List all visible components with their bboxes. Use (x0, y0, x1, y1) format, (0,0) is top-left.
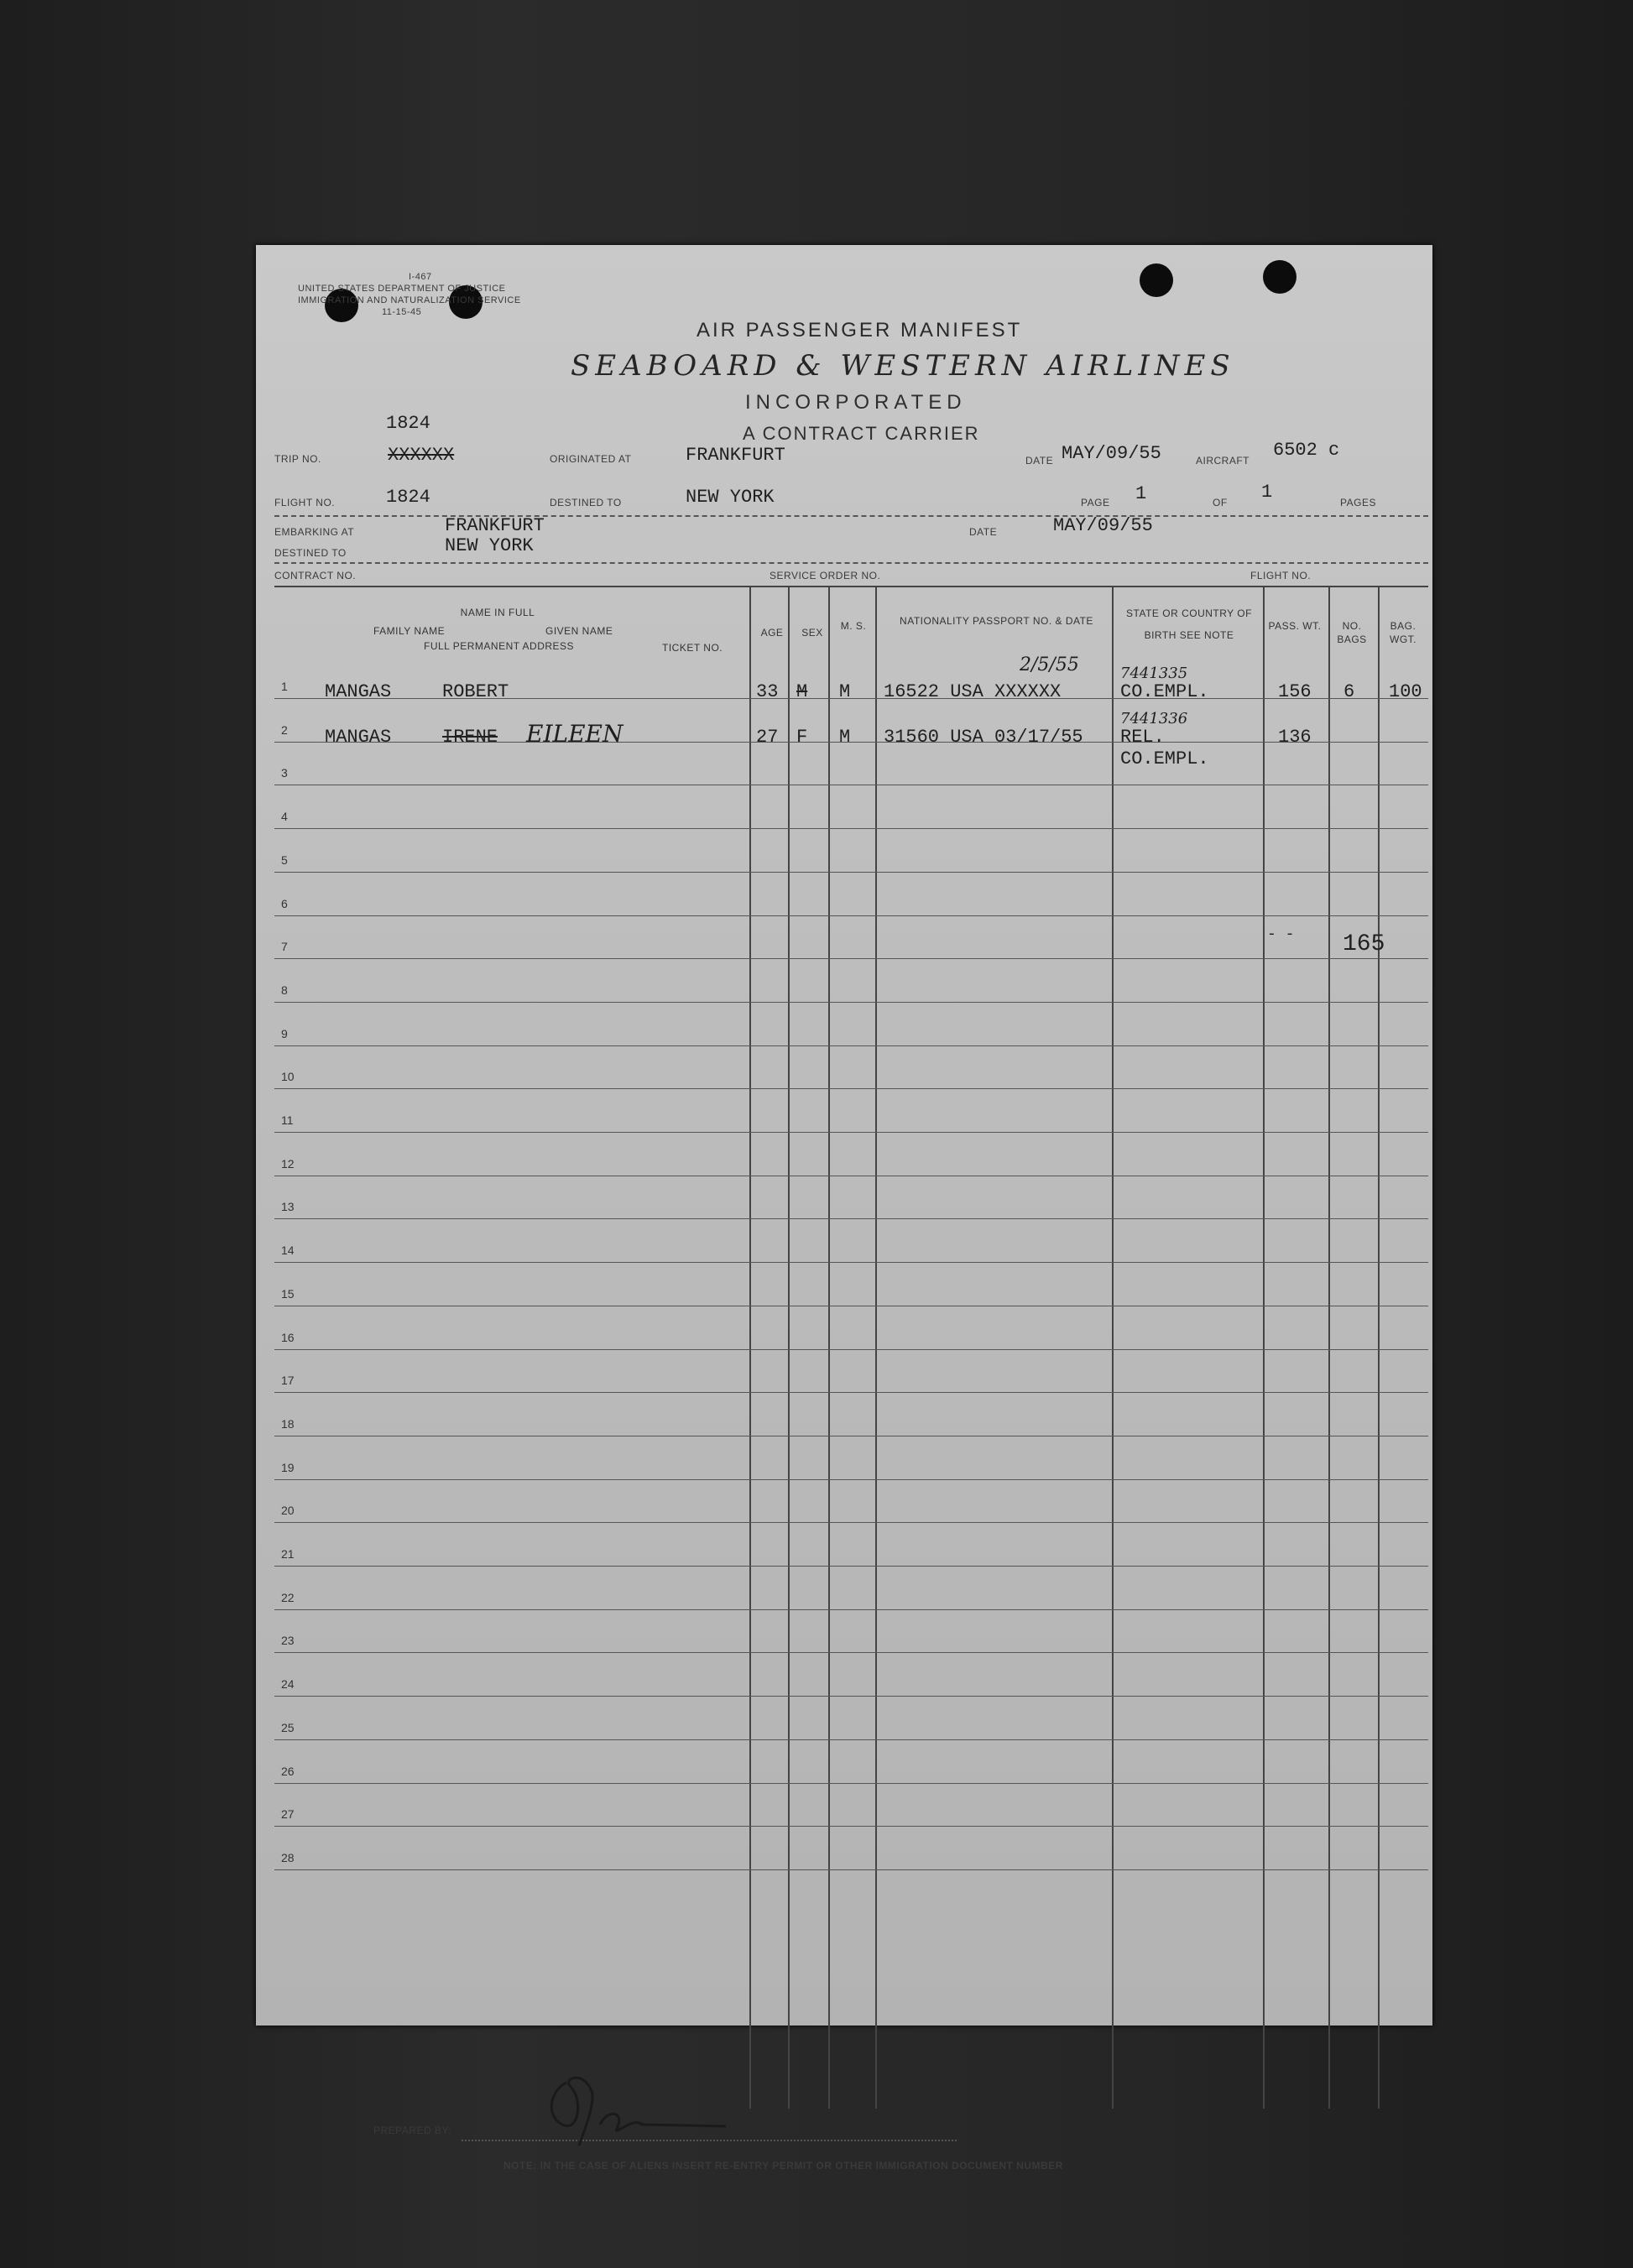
page-value: 1 (1135, 483, 1147, 504)
signature-icon (533, 2066, 734, 2150)
passenger-1-given: ROBERT (442, 681, 509, 702)
col-ticket-no: TICKET NO. (662, 642, 723, 654)
col-birth: STATE OR COUNTRY OF BIRTH SEE NOTE (1126, 607, 1252, 641)
col-address: FULL PERMANENT ADDRESS (424, 640, 575, 652)
page-label: PAGE (1081, 497, 1110, 508)
passenger-2-family: MANGAS (325, 727, 392, 748)
agency-line-2: IMMIGRATION AND NATURALIZATION SERVICE (298, 295, 521, 305)
prepared-by-label: PREPARED BY: (373, 2125, 452, 2136)
footer-note: NOTE: IN THE CASE OF ALIENS INSERT RE-ENTRY PERMIT OR OTHER IMMIGRATION DOCUMENT NUMBER (503, 2160, 1063, 2172)
pages-label: PAGES (1340, 497, 1376, 508)
passenger-2-given-hand: EILEEN (526, 720, 623, 748)
row-number: 7 (281, 940, 288, 953)
manifest-title: AIR PASSENGER MANIFEST (697, 319, 1023, 342)
date-label-2: DATE (969, 526, 998, 538)
row-rule (274, 1218, 1428, 1219)
passenger-1-birth: CO.EMPL. (1120, 681, 1209, 702)
row-number: 11 (281, 1113, 294, 1127)
row-rule (274, 1652, 1428, 1653)
row-rule (274, 1869, 1428, 1870)
row-rule (274, 1696, 1428, 1697)
manifest-sheet (256, 245, 1432, 2172)
aircraft-label: AIRCRAFT (1196, 455, 1250, 467)
col-marital-status: M. S. (840, 620, 867, 632)
form-date: 11-15-45 (382, 307, 422, 317)
row-number: 19 (281, 1461, 295, 1474)
row-number: 3 (281, 766, 288, 779)
originated-at-value: FRANKFURT (686, 445, 785, 466)
row-rule (274, 1566, 1428, 1567)
passenger-1-passport-date: 2/5/55 (1020, 654, 1079, 675)
row-number: 4 (281, 810, 288, 823)
row-number: 1 (281, 680, 288, 693)
destined-to-value-2: NEW YORK (445, 535, 534, 556)
flight-no-label: FLIGHT NO. (274, 497, 336, 508)
passenger-2-passport: 31560 USA 03/17/55 (884, 727, 1083, 748)
row-rule (274, 1045, 1428, 1046)
passenger-1-bags: 6 (1343, 681, 1355, 702)
row-rule (274, 1088, 1428, 1089)
passenger-2-age: 27 (756, 727, 779, 748)
passenger-2-sex: F (796, 727, 808, 748)
row-number: 28 (281, 1851, 295, 1864)
punch-hole (1263, 260, 1296, 294)
carrier-type: A CONTRACT CARRIER (743, 423, 980, 444)
date-label: DATE (1025, 455, 1054, 467)
row-number: 14 (281, 1243, 295, 1257)
col-no-bags: NO. BAGS (1337, 620, 1367, 645)
of-label: OF (1213, 497, 1228, 508)
row-number: 9 (281, 1027, 288, 1040)
row-number: 27 (281, 1807, 295, 1821)
flight-no-value: 1824 (386, 487, 430, 508)
date-value: MAY/09/55 (1062, 443, 1161, 464)
row-number: 22 (281, 1591, 295, 1604)
row-rule (274, 1522, 1428, 1523)
col-rule (1378, 586, 1380, 2109)
row-rule (274, 828, 1428, 829)
row-number: 5 (281, 853, 288, 867)
punch-hole (325, 289, 358, 322)
passenger-1-passport: 16522 USA XXXXXX (884, 681, 1062, 702)
col-sex: SEX (801, 627, 823, 639)
row-rule (274, 1262, 1428, 1263)
form-id: I-467 (409, 272, 432, 282)
passenger-2-ms: M (839, 727, 851, 748)
row-number: 17 (281, 1374, 295, 1387)
col-age: AGE (760, 627, 784, 639)
row-rule (274, 1349, 1428, 1350)
row-rule (274, 1132, 1428, 1133)
date-value-2: MAY/09/55 (1053, 515, 1153, 536)
passenger-1-birth-hand: 7441335 (1120, 665, 1188, 682)
destined-to-label-2: DESTINED TO (274, 547, 347, 559)
row-number: 2 (281, 723, 288, 737)
row-number: 20 (281, 1504, 295, 1517)
row-number: 25 (281, 1721, 295, 1734)
trip-no-value-above: 1824 (386, 413, 430, 434)
passenger-1-sex: M (796, 681, 808, 702)
punch-hole (1140, 263, 1173, 297)
agency-line-1: UNITED STATES DEPARTMENT OF JUSTICE (298, 284, 506, 294)
airline-name: SEABOARD & WESTERN AIRLINES (571, 349, 1235, 383)
trip-no-struck: XXXXXX (388, 445, 455, 466)
row-rule (274, 1479, 1428, 1480)
row-number: 18 (281, 1417, 295, 1431)
row-rule (274, 958, 1428, 959)
row-number: 6 (281, 897, 288, 910)
passenger-2-given-struck: IRENE (442, 727, 498, 748)
row-number: 21 (281, 1547, 295, 1561)
row-rule (274, 1002, 1428, 1003)
col-rule (875, 586, 877, 2109)
originated-at-label: ORIGINATED AT (550, 453, 632, 465)
passenger-1-ms: M (839, 681, 851, 702)
passenger-1-family: MANGAS (325, 681, 392, 702)
row-number: 26 (281, 1765, 295, 1778)
col-rule (828, 586, 830, 2109)
embarking-at-label: EMBARKING AT (274, 526, 355, 538)
destined-to-label: DESTINED TO (550, 497, 622, 508)
row-number: 8 (281, 983, 288, 997)
col-rule (1263, 586, 1265, 2109)
col-given-name: GIVEN NAME (545, 625, 613, 637)
passenger-2-pass-wt: 136 (1278, 727, 1312, 748)
table-top-rule (274, 586, 1428, 587)
row-7-marks: - - (1267, 926, 1295, 943)
passenger-1-pass-wt: 156 (1278, 681, 1312, 702)
trip-no-label: TRIP NO. (274, 453, 321, 465)
flight-no-label-2: FLIGHT NO. (1250, 570, 1312, 581)
destined-to-value: NEW YORK (686, 487, 775, 508)
col-rule (1112, 586, 1114, 2109)
row-rule (274, 1609, 1428, 1610)
col-rule (1328, 586, 1330, 2109)
contract-no-label: CONTRACT NO. (274, 570, 357, 581)
col-nationality: NATIONALITY PASSPORT NO. & DATE (900, 615, 1093, 627)
row-rule (274, 1783, 1428, 1784)
row-number: 12 (281, 1157, 295, 1170)
of-value: 1 (1261, 482, 1273, 503)
embarking-at-value: FRANKFURT (445, 515, 545, 536)
row-rule (274, 1392, 1428, 1393)
row-number: 15 (281, 1287, 295, 1301)
embark-rule (274, 562, 1428, 564)
row-rule (274, 1826, 1428, 1827)
row-rule (274, 1739, 1428, 1740)
col-rule (749, 586, 751, 2109)
col-pass-wt: PASS. WT. (1268, 620, 1322, 632)
col-rule (788, 586, 790, 2109)
row-number: 13 (281, 1200, 295, 1213)
col-family-name: FAMILY NAME (373, 625, 446, 637)
total-weight: 165 (1343, 931, 1385, 957)
row-number: 16 (281, 1331, 295, 1344)
col-bag-wgt: BAG. WGT. (1390, 620, 1416, 645)
aircraft-value: 6502 c (1273, 440, 1340, 461)
passenger-2-birth: REL. CO.EMPL. (1120, 727, 1209, 769)
row-rule (274, 915, 1428, 916)
passenger-1-age: 33 (756, 681, 779, 702)
row-rule (274, 872, 1428, 873)
service-order-label: SERVICE ORDER NO. (770, 570, 881, 581)
passenger-2-birth-hand: 7441336 (1120, 710, 1188, 727)
col-name-title: NAME IN FULL (460, 607, 535, 618)
row-number: 23 (281, 1634, 295, 1647)
passenger-1-bag-wgt: 100 (1389, 681, 1422, 702)
row-number: 24 (281, 1677, 295, 1691)
incorporated-label: INCORPORATED (745, 391, 967, 414)
row-number: 10 (281, 1070, 295, 1083)
